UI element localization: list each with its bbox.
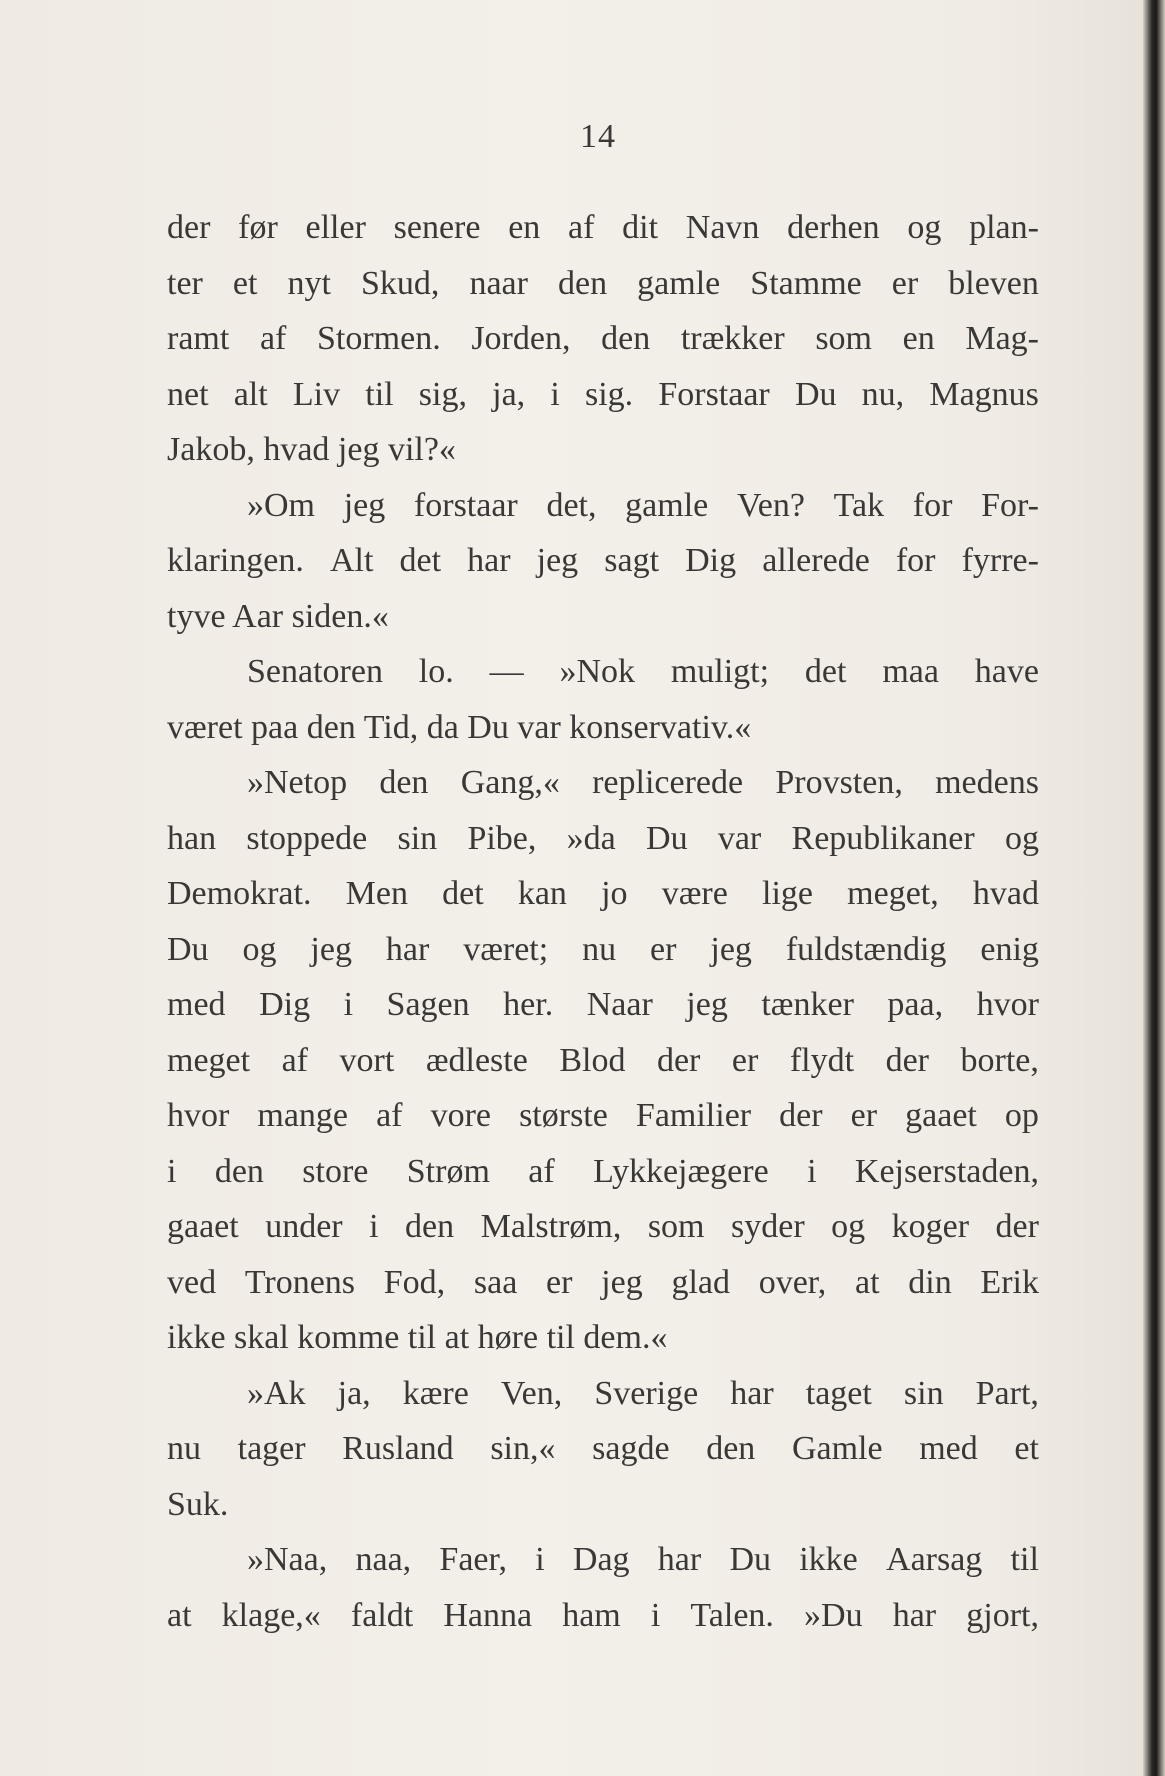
text-line: med Dig i Sagen her. Naar jeg tænker paa, hvor	[167, 986, 1039, 1023]
text-line: ramt af Stormen. Jorden, den trækker som en Mag-	[167, 320, 1039, 357]
text-line: ter et nyt Skud, naar den gamle Stamme er bleven	[167, 264, 1039, 302]
text-line: Jakob, hvad jeg vil?«	[167, 431, 456, 468]
text-line: meget af vort ædleste Blod der er flydt der borte,	[167, 1041, 1039, 1079]
text-line: at klage,« faldt Hanna ham i Talen. »Du har gjort,	[167, 1596, 1039, 1634]
text-line: Suk.	[167, 1485, 229, 1523]
text-line: der før eller senere en af dit Navn derhen og plan-	[167, 209, 1039, 246]
text-line: Du og jeg har været; nu er jeg fuldstændig enig	[167, 930, 1039, 968]
text-line: nu tager Rusland sin,« sagde den Gamle med et	[167, 1430, 1039, 1467]
text-line: »Netop den Gang,« replicerede Provsten, medens	[247, 764, 1039, 801]
text-line: været paa den Tid, da Du var konservativ.«	[167, 708, 752, 746]
text-line: »Naa, naa, Faer, i Dag har Du ikke Aarsag til	[247, 1541, 1039, 1578]
text-line: »Ak ja, kære Ven, Sverige har taget sin Part,	[247, 1374, 1039, 1412]
text-line: klaringen. Alt det har jeg sagt Dig allerede for fyrre-	[167, 542, 1039, 579]
text-line: i den store Strøm af Lykkejægere i Kejserstaden,	[167, 1152, 1039, 1190]
text-line: hvor mange af vore største Familier der er gaaet op	[167, 1097, 1039, 1134]
text-line: Demokrat. Men det kan jo være lige meget, hvad	[167, 875, 1039, 912]
text-line: »Om jeg forstaar det, gamle Ven? Tak for For-	[247, 486, 1039, 524]
text-line: han stoppede sin Pibe, »da Du var Republikaner og	[167, 819, 1039, 857]
book-gutter	[1143, 0, 1165, 1776]
body-text	[167, 200, 1039, 1643]
text-line: ikke skal komme til at høre til dem.«	[167, 1319, 668, 1356]
page-number: 14	[580, 118, 616, 155]
text-line: net alt Liv til sig, ja, i sig. Forstaar Du nu, Magnus	[167, 375, 1039, 413]
text-line: ved Tronens Fod, saa er jeg glad over, at din Erik	[167, 1263, 1039, 1301]
text-line: gaaet under i den Malstrøm, som syder og koger der	[167, 1208, 1039, 1245]
text-line: Senatoren lo. — »Nok muligt; det maa have	[247, 653, 1039, 690]
text-line: tyve Aar siden.«	[167, 597, 389, 635]
